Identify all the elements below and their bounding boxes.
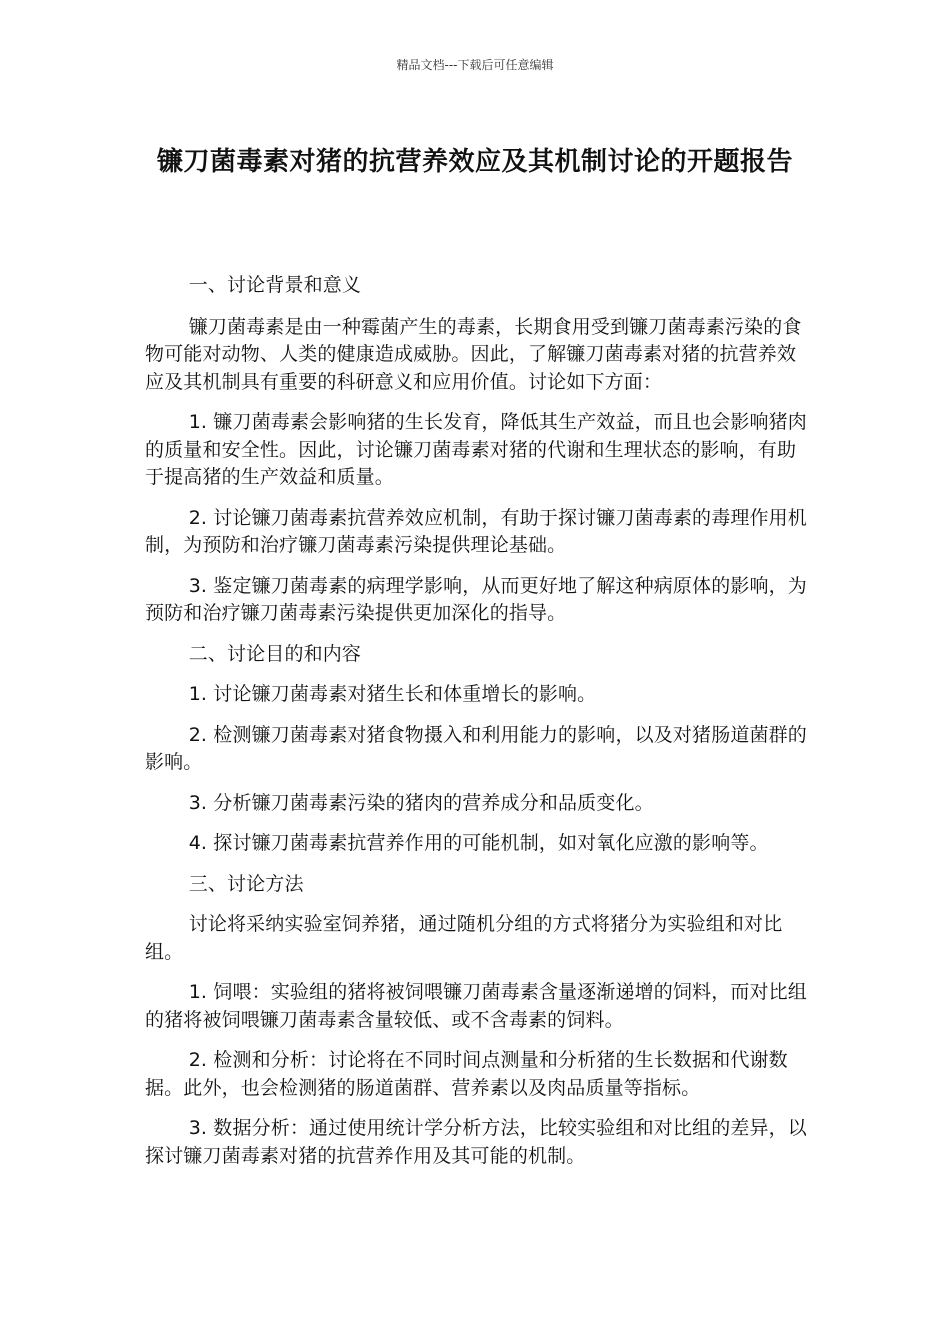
paragraph-objective-3: 3. 分析镰刀菌毒素污染的猪肉的营养成分和品质变化。 [188, 791, 654, 814]
paragraph-objective-1: 1. 讨论镰刀菌毒素对猪生长和体重增长的影响。 [188, 683, 597, 705]
paragraph-method-intro: 讨论将采纳实验室饲养猪，通过随机分组的方式将猪分为实验组和对比组。 [145, 913, 783, 963]
page-header: 精品文档---下载后可任意编辑 [396, 58, 554, 72]
document-title: 镰刀菌毒素对猪的抗营养效应及其机制讨论的开题报告 [156, 147, 793, 177]
section-heading-methods: 三、讨论方法 [188, 872, 304, 895]
document-body [145, 272, 807, 1170]
paragraph-intro: 镰刀菌毒素是由一种霉菌产生的毒素，长期食用受到镰刀菌毒素污染的食物可能对动物、人类的健康造成威胁。因此，了解镰刀菌毒素对猪的抗营养效应及其机制具有重要的科研意义和应用价值。讨论如下方面： [145, 315, 802, 393]
section-heading-objectives: 二、讨论目的和内容 [188, 642, 362, 665]
section-heading-background: 一、讨论背景和意义 [188, 274, 362, 296]
paragraph-point-2: 2. 讨论镰刀菌毒素抗营养效应机制，有助于探讨镰刀菌毒素的毒理作用机制，为预防和治疗镰刀菌毒素污染提供理论基础。 [145, 506, 807, 556]
paragraph-point-1: 1. 镰刀菌毒素会影响猪的生长发育，降低其生产效益，而且也会影响猪肉的质量和安全性。因此，讨论镰刀菌毒素对猪的代谢和生理状态的影响，有助于提高猪的生产效益和质量。 [145, 411, 807, 488]
paragraph-objective-4: 4. 探讨镰刀菌毒素抗营养作用的可能机制，如对氧化应激的影响等。 [188, 832, 769, 854]
paragraph-objective-2: 2. 检测镰刀菌毒素对猪食物摄入和利用能力的影响，以及对猪肠道菌群的影响。 [145, 723, 807, 773]
paragraph-method-1: 1. 饲喂：实验组的猪将被饲喂镰刀菌毒素含量逐渐递增的饲料，而对比组的猪将被饲喂镰刀菌毒素含量较低、或不含毒素的饲料。 [145, 981, 807, 1031]
paragraph-method-3: 3. 数据分析：通过使用统计学分析方法，比较实验组和对比组的差异，以探讨镰刀菌毒素对猪的抗营养作用及其可能的机制。 [145, 1117, 807, 1167]
paragraph-point-3: 3. 鉴定镰刀菌毒素的病理学影响，从而更好地了解这种病原体的影响，为预防和治疗镰刀菌毒素污染提供更加深化的指导。 [145, 574, 807, 624]
paragraph-method-2: 2. 检测和分析：讨论将在不同时间点测量和分析猪的生长数据和代谢数据。此外，也会检测猪的肠道菌群、营养素以及肉品质量等指标。 [145, 1049, 788, 1099]
